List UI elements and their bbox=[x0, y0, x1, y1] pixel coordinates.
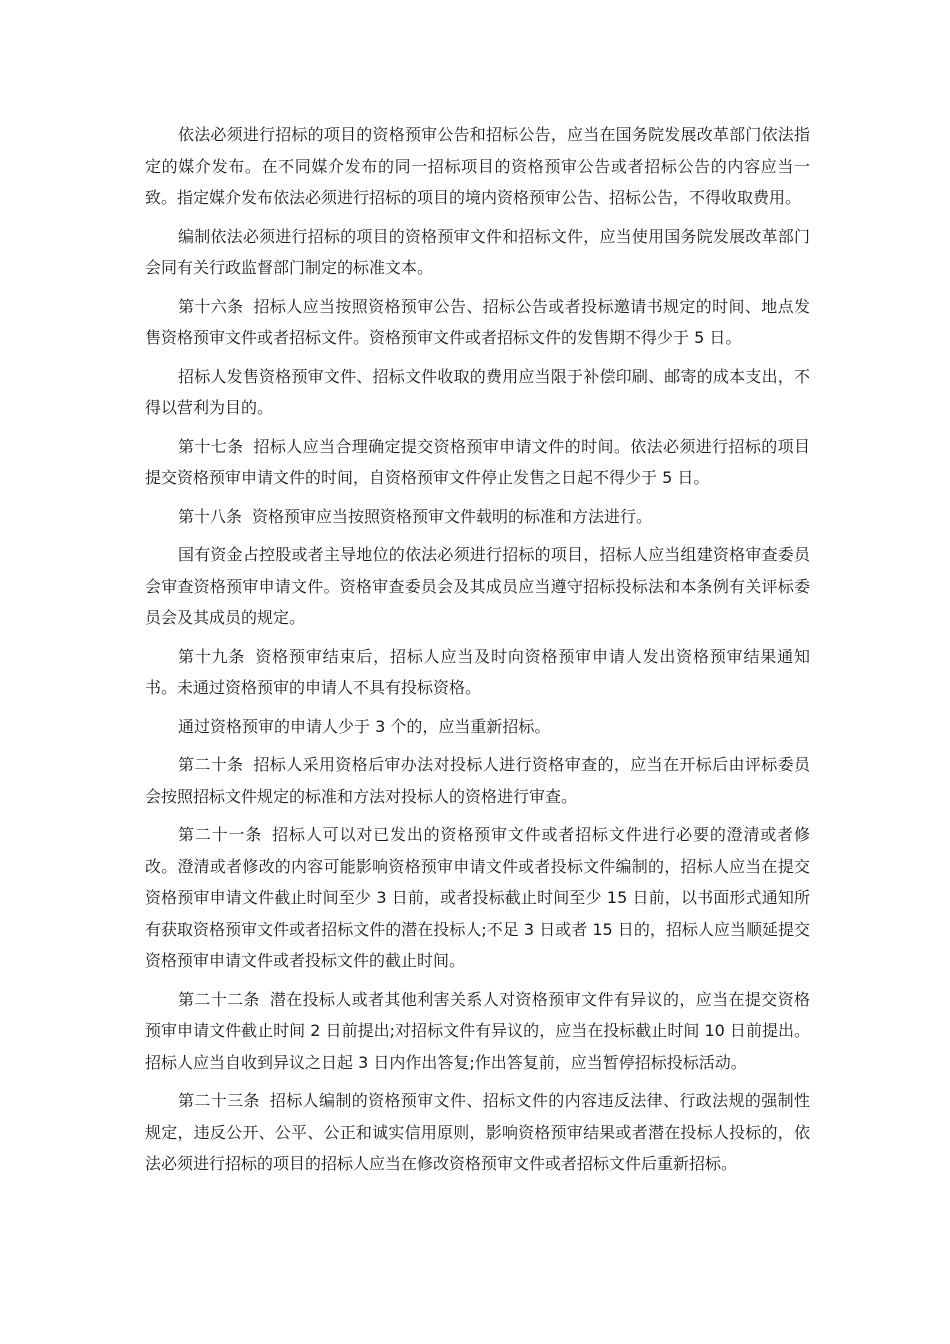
article-number: 第二十三条 bbox=[178, 1091, 260, 1110]
article-number: 第十八条 bbox=[178, 506, 243, 526]
paragraph-fees bbox=[145, 361, 810, 424]
paragraph-text: 编制依法必须进行招标的项目的资格预审文件和招标文件，应当使用国务院发展改革部门会同有关行政监督部门制定的标准文本。 bbox=[145, 226, 810, 277]
paragraph-text: 招标人可以对已发出的资格预审文件或者招标文件进行必要的澄清或者修改。澄清或者修改的内容可能影响资格预审申请文件或者投标文件编制的，招标人应当在提交资格预审申请文件截止时间至少 3 日前，或者投标截止时间至少 15 日前，以书面形式通知所有获取资格预审文件或者招标文件的潜在投标人;不足 3 日或者 15 日的，招标人应当顺延提交资格预审申请文件或者投标文件的截止时间。 bbox=[145, 825, 810, 970]
paragraph-text: 招标人采用资格后审办法对投标人进行资格审查的，应当在开标后由评标委员会按照招标文件规定的标准和方法对投标人的资格进行审查。 bbox=[145, 755, 810, 806]
paragraph-text: 招标人应当合理确定提交资格预审申请文件的时间。依法必须进行招标的项目提交资格预审申请文件的时间，自资格预审文件停止发售之日起不得少于 5 日。 bbox=[145, 436, 810, 487]
paragraph-text: 招标人应当按照资格预审公告、招标公告或者投标邀请书规定的时间、地点发售资格预审文件或者招标文件。资格预审文件或者招标文件的发售期不得少于 5 日。 bbox=[145, 296, 810, 347]
article-number: 第十七条 bbox=[178, 436, 244, 456]
paragraph-article-18 bbox=[145, 501, 810, 533]
paragraph-rebid bbox=[145, 711, 810, 743]
paragraph-article-19 bbox=[145, 641, 810, 704]
paragraph-media-publication bbox=[145, 119, 810, 214]
paragraph-text: 招标人编制的资格预审文件、招标文件的内容违反法律、行政法规的强制性规定，违反公开、公平、公正和诚实信用原则，影响资格预审结果或者潜在投标人投标的，依法必须进行招标的项目的招标人应当在修改资格预审文件或者招标文件后重新招标。 bbox=[145, 1091, 810, 1173]
paragraph-article-16 bbox=[145, 291, 810, 354]
paragraph-state-funds bbox=[145, 539, 810, 634]
paragraph-text: 依法必须进行招标的项目的资格预审公告和招标公告，应当在国务院发展改革部门依法指定的媒介发布。在不同媒介发布的同一招标项目的资格预审公告或者招标公告的内容应当一致。指定媒介发布依法必须进行招标的项目的境内资格预审公告、招标公告，不得收取费用。 bbox=[145, 125, 810, 207]
article-number: 第十六条 bbox=[178, 296, 244, 316]
paragraph-article-21 bbox=[145, 819, 810, 977]
article-number: 第十九条 bbox=[178, 646, 246, 666]
paragraph-article-22 bbox=[145, 984, 810, 1079]
paragraph-text: 招标人发售资格预审文件、招标文件收取的费用应当限于补偿印刷、邮寄的成本支出，不得以营利为目的。 bbox=[145, 366, 810, 417]
paragraph-article-23 bbox=[145, 1085, 810, 1180]
article-number: 第二十二条 bbox=[178, 989, 260, 1009]
paragraph-text: 资格预审应当按照资格预审文件载明的标准和方法进行。 bbox=[252, 506, 653, 526]
paragraph-text: 潜在投标人或者其他利害关系人对资格预审文件有异议的，应当在提交资格预审申请文件截止时间 2 日前提出;对招标文件有异议的，应当在投标截止时间 10 日前提出。招标人应当自收到异议之日起 3 日内作出答复;作出答复前，应当暂停招标投标活动。 bbox=[145, 989, 810, 1072]
paragraph-standard-text bbox=[145, 221, 810, 284]
paragraph-article-17 bbox=[145, 431, 810, 494]
article-number: 第二十一条 bbox=[178, 825, 263, 844]
paragraph-article-20 bbox=[145, 749, 810, 812]
document-body bbox=[145, 119, 810, 1187]
article-number: 第二十条 bbox=[178, 755, 244, 774]
paragraph-text: 国有资金占控股或者主导地位的依法必须进行招标的项目，招标人应当组建资格审查委员会审查资格预审申请文件。资格审查委员会及其成员应当遵守招标投标法和本条例有关评标委员会及其成员的规定。 bbox=[145, 545, 810, 627]
paragraph-text: 资格预审结束后，招标人应当及时向资格预审申请人发出资格预审结果通知书。未通过资格预审的申请人不具有投标资格。 bbox=[145, 646, 810, 697]
paragraph-text: 通过资格预审的申请人少于 3 个的，应当重新招标。 bbox=[178, 716, 551, 736]
